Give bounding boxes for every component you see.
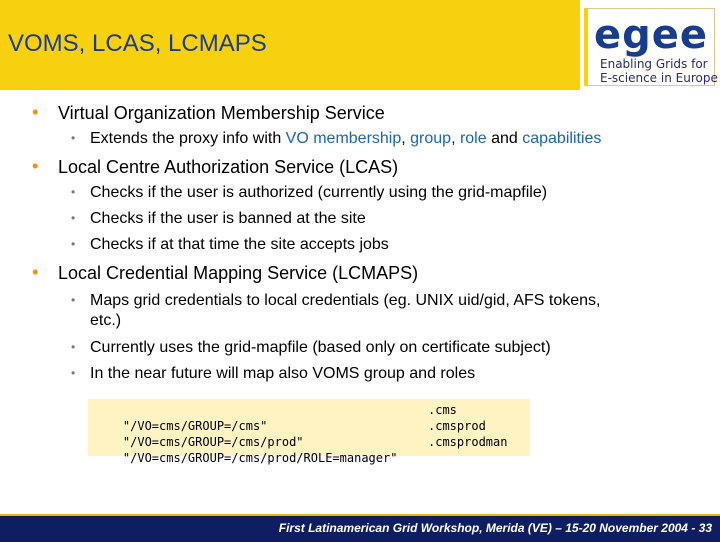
egee-logo: [580, 0, 720, 90]
bullet-icon: •: [71, 131, 76, 145]
item-text: Currently uses the grid-mapfile (based only on certificate subject): [90, 339, 551, 356]
code-fqan: "/VO=cms/GROUP=/cms/prod/ROLE=manager": [122, 451, 398, 465]
bullet-icon: •: [71, 211, 76, 225]
item-text: Extends the proxy info with: [90, 130, 286, 147]
item-highlight-vo-membership: VO membership: [285, 130, 402, 147]
code-fqan: "/VO=cms/GROUP=/cms": [122, 419, 268, 433]
item-text: Checks if the user is authorized (currently using the grid-mapfile): [90, 184, 548, 201]
item-highlight-role: role: [459, 130, 487, 147]
code-account: .cmsprodman: [428, 435, 508, 449]
code-row: [94, 434, 397, 482]
section-heading-lcmaps: [32, 262, 419, 284]
list-item: [71, 184, 548, 202]
item-text: and: [486, 130, 523, 147]
title-band: [0, 0, 580, 90]
item-text: ,: [401, 130, 411, 147]
grid-mapfile-example: [88, 399, 530, 465]
list-item: [71, 339, 551, 357]
bullet-icon: •: [32, 262, 39, 282]
bullet-icon: •: [71, 366, 76, 380]
logo-tagline-1: Enabling Grids for: [600, 57, 708, 71]
code-account: .cms: [428, 403, 457, 417]
item-text: Checks if at that time the site accepts jobs: [90, 236, 389, 253]
footer-text: First Latinamerican Grid Workshop, Merida (VE) – 15-20 November 2004 - 33: [278, 521, 712, 535]
logo-tagline-2: E-science in Europe: [600, 71, 718, 85]
bullet-icon: •: [32, 102, 39, 122]
item-text: Checks if the user is banned at the site: [90, 210, 366, 227]
section-heading-text: Virtual Organization Membership Service: [58, 103, 385, 123]
item-text: In the near future will map also VOMS group and roles: [90, 365, 476, 382]
bullet-icon: •: [71, 293, 76, 307]
bullet-icon: •: [71, 185, 76, 199]
list-item: [71, 292, 601, 310]
slide-header: [0, 0, 720, 90]
list-item: [71, 210, 366, 228]
item-highlight-capabilities: capabilities: [522, 130, 602, 147]
code-fqan: "/VO=cms/GROUP=/cms/prod": [122, 435, 304, 449]
item-text: ,: [451, 130, 460, 147]
section-heading-text: Local Credential Mapping Service (LCMAPS): [58, 263, 419, 283]
section-heading-text: Local Centre Authorization Service (LCAS): [58, 157, 399, 177]
list-item: [71, 365, 476, 383]
list-item-continuation: [90, 312, 121, 330]
section-heading-voms: [32, 102, 385, 124]
list-item: [71, 130, 602, 148]
list-item: [71, 236, 389, 254]
item-highlight-group: group: [410, 130, 452, 147]
code-account: .cmsprod: [428, 419, 486, 433]
bullet-icon: •: [71, 340, 76, 354]
slide-footer: [0, 514, 720, 542]
logo-mark: egee: [594, 12, 709, 58]
bullet-icon: •: [32, 156, 39, 176]
bullet-icon: •: [71, 237, 76, 251]
item-text: Maps grid credentials to local credentials (eg. UNIX uid/gid, AFS tokens,: [90, 292, 601, 309]
logo-frame: [584, 8, 718, 86]
item-text: etc.): [90, 312, 122, 329]
section-heading-lcas: [32, 156, 399, 178]
slide-title: VOMS, LCAS, LCMAPS: [8, 30, 267, 57]
